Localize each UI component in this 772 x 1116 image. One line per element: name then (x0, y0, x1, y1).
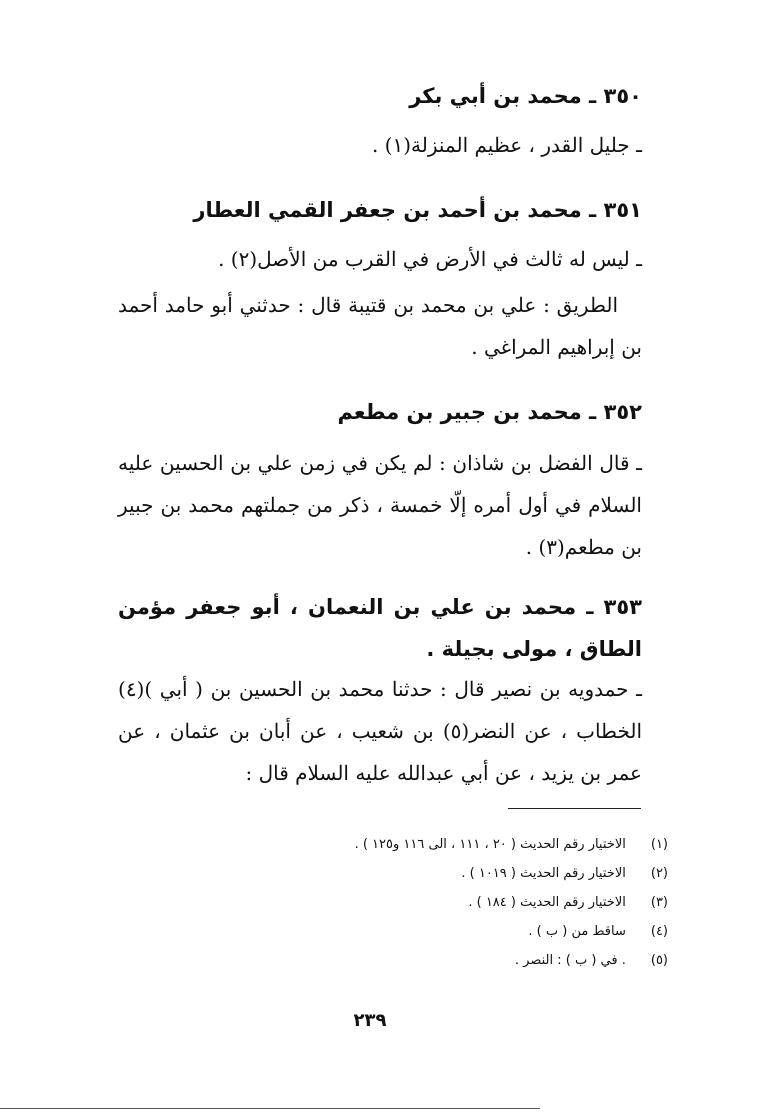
entry-heading-351: ٣٥١ ـ محمد بن أحمد بن جعفر القمي العطار (193, 198, 642, 222)
footnote-3 (355, 888, 668, 917)
footnote-text: . في ( ب ) : النصر . (514, 953, 626, 968)
page-number: ٢٣٩ (353, 1010, 387, 1031)
footnote-text: الاختيار رقم الحديث ( ١٨٤ ) . (468, 895, 626, 910)
footnote-2 (355, 859, 668, 888)
footnote-number: (٢) (650, 866, 668, 881)
footnote-separator (508, 808, 641, 809)
scan-edge-line (0, 1108, 540, 1109)
entry-paragraph-351-1: ـ ليس له ثالث في الأرض في القرب من الأصل(٢) . (218, 247, 642, 271)
entry-paragraph-352-1: ـ قال الفضل بن شاذان : لم يكن في زمن علي بن الحسين عليه السلام في أول أمره إلّا خمسة ، ذكر من جملتهم محمد بن جبير بن مطعم(٣) . (118, 451, 642, 559)
footnote-number: (٣) (650, 895, 668, 910)
footnotes (355, 830, 668, 975)
entry-heading-350: ٣٥٠ ـ محمد بن أبي بكر (409, 84, 642, 108)
entry-paragraph-350-1: ـ جليل القدر ، عظيم المنزلة(١) . (371, 133, 642, 157)
footnote-number: (٤) (650, 924, 668, 939)
footnote-text: الاختيار رقم الحديث ( ٢٠ ، ١١١ ، الى ١١٦ و١٢٥ ) . (354, 837, 626, 852)
entry-heading-352: ٣٥٢ ـ محمد بن جبير بن مطعم (337, 400, 642, 424)
entry-paragraph-353-1: ـ حمدويه بن نصير قال : حدثنا محمد بن الحسين بن ( أبي )(٤) الخطاب ، عن النضر(٥) بن شعيب ، عن أبان بن عثمان ، عن عمر بن يزيد ، عن أبي عبدالله عليه السلام قال : (118, 677, 642, 785)
footnote-number: (٥) (650, 953, 668, 968)
footnote-5 (355, 946, 668, 975)
entry-paragraph-351-2: الطريق : علي بن محمد بن قتيبة قال : حدثني أبو حامد أحمد بن إبراهيم المراغي . (118, 293, 642, 359)
footnote-number: (١) (650, 837, 668, 852)
entry-heading-353: ٣٥٣ ـ محمد بن علي بن النعمان ، أبو جعفر مؤمن الطاق ، مولى بجيلة . (118, 595, 642, 661)
footnote-text: الاختيار رقم الحديث ( ١٠١٩ ) . (461, 866, 626, 881)
footnote-1 (355, 830, 668, 859)
footnote-4 (355, 917, 668, 946)
footnote-text: ساقط من ( ب ) . (528, 924, 626, 939)
